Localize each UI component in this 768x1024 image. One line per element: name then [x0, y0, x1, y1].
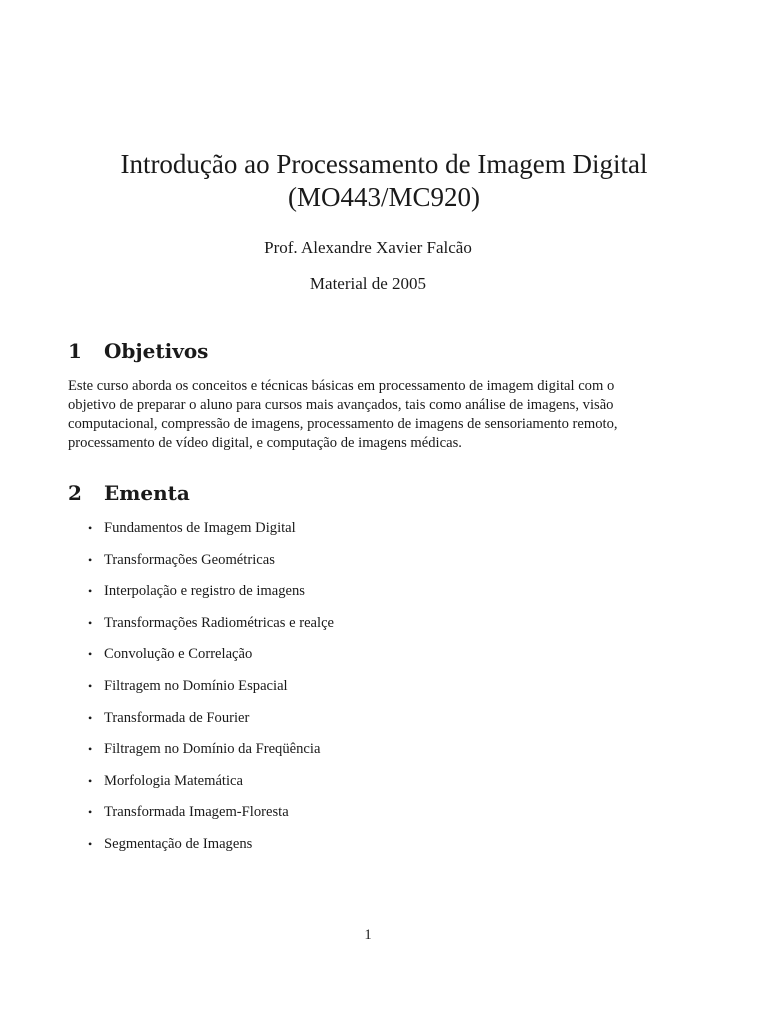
bullet-icon: • — [88, 805, 93, 820]
list-item-label: Morfologia Matemática — [104, 772, 243, 789]
paragraph-line: Este curso aborda os conceitos e técnicas básicas em processamento de imagem digital com o — [68, 378, 615, 394]
document-title — [0, 148, 768, 214]
list-item-label: Segmentação de Imagens — [104, 836, 253, 852]
page-number: 1 — [364, 927, 372, 943]
list-item-label: Fundamentos de Imagem Digital — [104, 520, 296, 536]
list-item — [88, 676, 588, 696]
list-item — [88, 802, 588, 822]
list-item-label: Convolução e Correlação — [104, 646, 253, 663]
section-number: 1 — [68, 339, 82, 363]
bullet-icon: • — [88, 742, 93, 757]
list-item — [88, 613, 588, 633]
list-item — [88, 550, 588, 570]
bullet-icon: • — [88, 773, 93, 788]
bullet-icon: • — [88, 615, 93, 630]
section-title: Ementa — [104, 481, 190, 505]
bullet-icon: • — [88, 647, 93, 662]
bullet-icon: • — [88, 679, 93, 693]
bullet-icon: • — [88, 710, 93, 725]
paragraph-line: objetivo de preparar o aluno para cursos mais avançados, tais como análise de imagens, visão — [68, 397, 614, 413]
list-item — [88, 739, 588, 759]
section-heading-ementa — [68, 481, 190, 505]
list-item — [88, 771, 588, 791]
list-item-label: Interpolação e registro de imagens — [104, 583, 305, 600]
bullet-icon: • — [88, 584, 93, 599]
list-item-label: Transformada Imagem-Floresta — [104, 804, 289, 821]
list-item-label: Transformada de Fourier — [104, 709, 250, 726]
objetivos-paragraph — [68, 377, 704, 453]
list-item-label: Transformações Radiométricas e realçe — [104, 614, 335, 631]
bullet-icon: • — [88, 521, 93, 535]
bullet-icon: • — [88, 837, 93, 851]
list-item-label: Filtragem no Domínio Espacial — [104, 678, 288, 694]
title-line-2: (MO443/MC920) — [287, 182, 480, 212]
section-number: 2 — [68, 481, 82, 505]
bullet-icon: • — [88, 552, 93, 567]
list-item — [88, 644, 588, 664]
document-date: Material de 2005 — [309, 274, 427, 293]
paragraph-line: processamento de vídeo digital, e computação de imagens médicas. — [68, 435, 462, 451]
section-title: Objetivos — [104, 339, 209, 363]
list-item — [88, 834, 588, 854]
author-name: Prof. Alexandre Xavier Falcão — [264, 238, 472, 257]
paragraph-line: computacional, compressão de imagens, processamento de imagens de sensoriamento remoto, — [68, 416, 618, 432]
list-item — [88, 581, 588, 601]
title-line-1: Introdução ao Processamento de Imagem Digital — [120, 149, 648, 179]
list-item — [88, 518, 588, 538]
section-heading-objetivos — [68, 339, 208, 363]
list-item-label: Transformações Geométricas — [104, 551, 275, 568]
list-item-label: Filtragem no Domínio da Freqüência — [104, 741, 321, 758]
list-item — [88, 708, 588, 728]
